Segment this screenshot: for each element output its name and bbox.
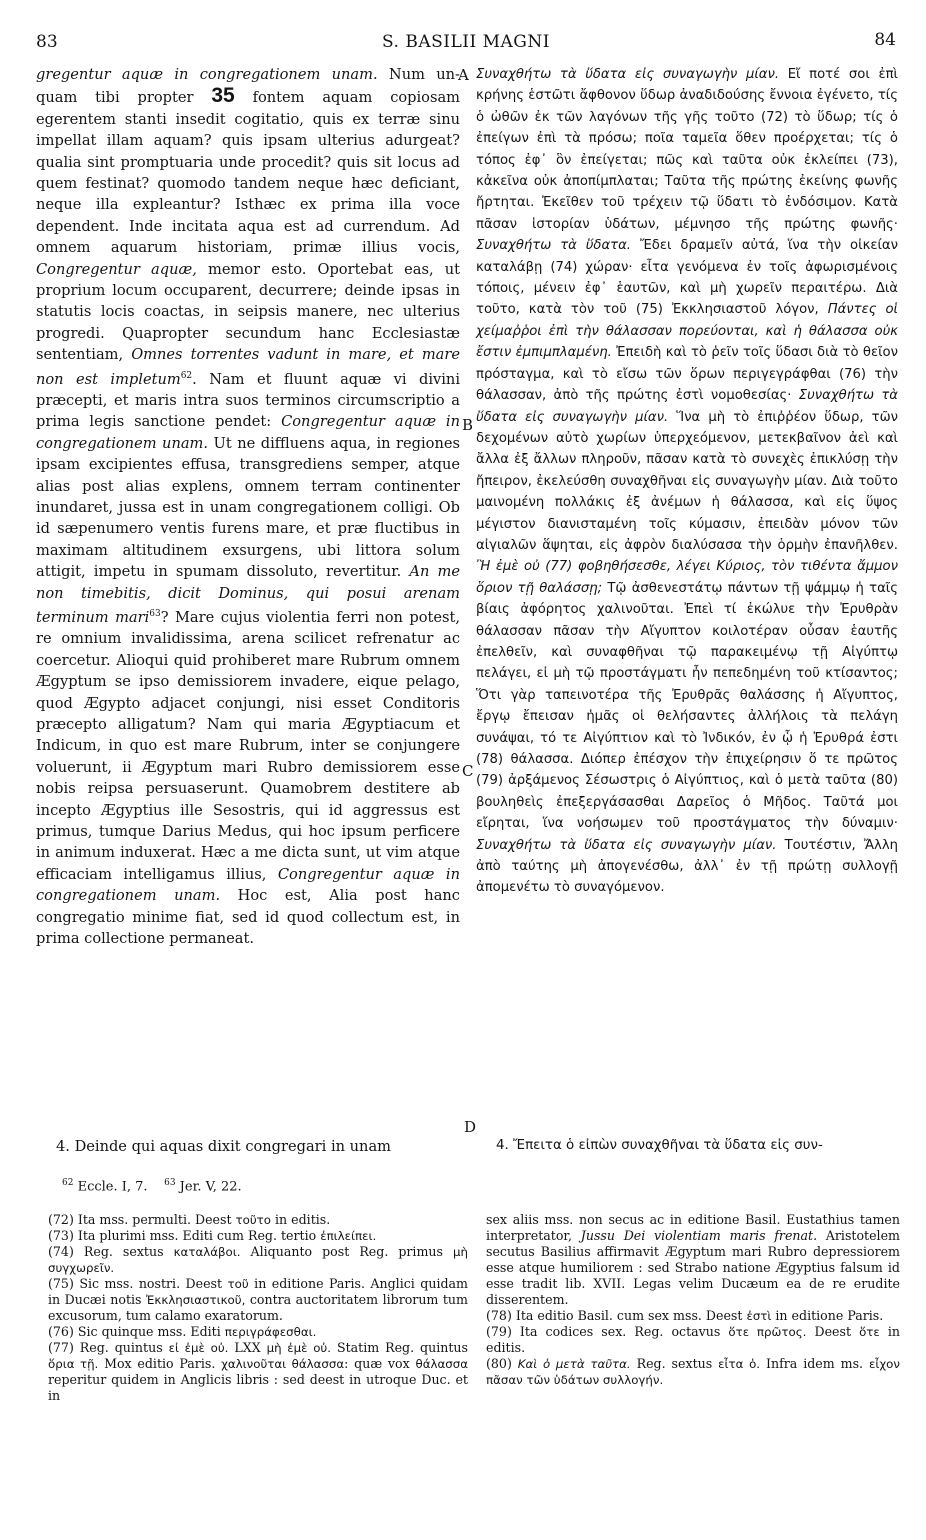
page-header <box>36 32 896 58</box>
greek-text: Ἔδει δραμεῖν αὐτά, ἵνα τὴν οἰκείαν καταλάβῃ (74) χώραν· εἶτα γενόμενα ἐν τοῖς ἀφωρισμένοις τόποις, μένειν ἐφ᾽ ἑαυτῶν, καὶ μὴ χωρεῖν περαιτέρω. Διὰ τοῦτο, κατὰ τὸν τοῦ (75) Ἐκκλησιαστοῦ λόγον, <box>476 238 898 318</box>
greek-quote: Συναχθήτω τὰ ὕδατα εἰς συναγωγὴν μίαν. <box>476 67 780 82</box>
latin-quote: Congregentur aquæ in congregationem unam. <box>36 413 460 452</box>
footnote-ref: 62 <box>180 370 193 381</box>
latin-text: Hoc est, Alia post hanc congregatio minime fiat, sed id quod collectum est, in prima collectione permaneat. <box>36 887 460 947</box>
latin-text: ? Mare cujus violentia ferri non potest, re omnium invalidissima, arena scilicet refrenatur ac coercetur. Alioqui quid prohiberet mare Rubrum omnem Ægyptum se ipso demissiorem invadere, eique pelago, quod Ægypto adjacet conjungi, nisi esset Conditoris præcepto alligatum? Nam qui maria Ægyptiacum et Indicum, in quo est mare Rubrum, inter se conjungere voluerunt, ii Ægyptum mari Rubro demissiorem esse nobis reipsa persuaserunt. Quamobrem destitere ab incepto Ægyptius ille Sesostris, qui id aggressus est primus, tumque Darius Medus, qui hoc ipsum perficere in animum induxerat. Hæc a me dicta sunt, ut vim atque efficaciam intelligamus illius, <box>36 608 460 883</box>
margin-letter-b: B <box>462 416 474 434</box>
section-marker: 35 <box>211 84 235 108</box>
latin-text: memor esto. Oportebat eas, ut proprium locum occuparent, decurrere; deinde ipsas in statutis locis coactas, in seipsis manere, nec ulterius progredi. Quapropter secundum hanc Ecclesiastæ sententiam, <box>36 260 460 364</box>
page-number-left: 83 <box>36 32 58 52</box>
section-4-greek: 4. Ἔπειτα ὁ εἰπὼν συναχθῆναι τὰ ὕδατα εἰς συν- <box>496 1138 823 1153</box>
note-73: (73) Ita plurimi mss. Editi cum Reg. tertio ἐπιλείπει. <box>48 1228 377 1243</box>
greek-paragraph <box>476 64 898 899</box>
note-79: (79) Ita codices sex. Reg. octavus ὅτε πρῶτος. Deest ὅτε in editis. <box>486 1324 900 1355</box>
page-number-right: 84 <box>874 30 896 50</box>
footnote-number: 63 <box>164 1178 176 1188</box>
greek-quote: Συναχθήτω τὰ ὕδατα. <box>476 238 631 254</box>
note-77: (77) Reg. quintus εἰ ἐμὲ οὐ. LXX μὴ ἐμὲ οὐ. Statim Reg. quintus ὅρια τῇ. Mox editio Paris. χαλινοῦται θάλασσα: quæ vox θάλασσα reperitur quidem in Anglicis libris : sed deest in utroque Duc. et in <box>48 1340 468 1403</box>
scripture-reference: Eccle. I, 7. <box>73 1179 148 1195</box>
note-72: (72) Ita mss. permulti. Deest τοῦτο in editis. <box>48 1212 331 1227</box>
latin-text: Ut ne diffluens aqua, in regiones ipsam excipientes effusa, transgrediens semper, atque alias post alias explens, omnem terram continenter inundaret, jussa est in unam congregationem colligi. Ob id sæpenumero ventis furens mare, et præ fluctibus in maximam altitudinem exsurgens, ubi littora solum attigit, impetu in spumam dissoluto, revertitur. <box>36 434 460 581</box>
greek-quote: Ἢ ἐμὲ οὐ (77) φοβηθήσεσθε, λέγει Κύριος, τὸν τιθέντα ἄμμον ὅριον τῇ θαλάσσῃ; <box>476 559 898 596</box>
greek-quote: Συναχθήτω τὰ ὕδατα εἰς συναγωγὴν μίαν. <box>476 837 777 853</box>
latin-quote: Congregentur aquæ, <box>36 260 197 278</box>
greek-text: Εἴ ποτέ σοι ἐπὶ κρήνης ἑστῶτι ἄφθονον ὕδωρ ἀναδιδούσης ἔννοια ἐγένετο, τίς ὁ ὠθῶν ἐκ τῶν λαγόνων τῆς γῆς τοῦτο (72) τὸ ὕδωρ; τίς ὁ ἐπείγων ἐπὶ τὰ πρόσω; ποῖα ταμεῖα ὅθεν προέρχεται; τίς ὁ τόπος ἐφ᾽ ὃν ἐπείγεται; πῶς καὶ ταῦτα οὐκ ἐκλείπει (73), κἀκεῖνα οὐκ ἀποπίμπλαται; Ταῦτα τῆς πρώτης ἐκείνης φωνῆς ἤρτηται. Ἐκεῖθεν τοῦ τρέχειν τῷ ὕδατι τὸ ἐνδόσιμον. Κατὰ πᾶσαν ἱστορίαν ὑδάτων, μέμνησο τῆς πρώτης φωνῆς· <box>476 67 898 232</box>
greek-text: Ἐπειδὴ καὶ τὸ ῥεῖν τοῖς ὕδασι διὰ τὸ θεῖον πρόσταγμα, καὶ τὸ εἴσω τῶν ὅρων περιγεγράφθαι (76) τὴν θάλασσαν, ἀπὸ τῆς πρώτης ἐστὶ νομοθεσίας· <box>476 345 898 404</box>
section-4-latin: 4. Deinde qui aquas dixit congregari in unam <box>56 1138 391 1155</box>
footnote-ref: 63 <box>149 609 161 620</box>
running-title: S. BASILII MAGNI <box>382 32 550 52</box>
latin-quote: gregentur aquæ in congregationem unam. <box>36 66 378 83</box>
greek-column <box>476 64 898 899</box>
greek-text: Ἵνα μὴ τὸ ἐπιῤῥέον ὕδωρ, τῶν δεχομένων αὐτὸ χωρίων ὑπερχεόμενον, μετεκβαῖνον ἀεὶ καὶ ἄλλα ἐξ ἄλλων πληροῦν, πᾶσαν κατὰ τὸ συνεχὲς ἐπικλύσῃ τὴν ἤπειρον, ἐκελεύσθη συναχθῆναι εἰς συναγωγὴν μίαν. Διὰ τοῦτο μαινομένη πολλάκις ἐξ ἀνέμων ἡ θάλασσα, καὶ εἰς ὕψος μέγιστον διανισταμένη τοῖς κύμασιν, ἐπειδὰν μόνον τῶν αἰγιαλῶν ἅψηται, εἰς ἀφρὸν διαλύσασα τὴν ὁρμὴν ἐπανῆλθεν. <box>476 409 898 553</box>
latin-text: Num un-quam tibi propter <box>36 66 460 107</box>
note-80: (80) Καὶ ὁ μετὰ ταῦτα. Reg. sextus εἶτα ὁ. Infra idem ms. εἶχον πᾶσαν τῶν ὑδάτων συλλογήν. <box>486 1356 900 1387</box>
greek-quote: Συναχθήτω τὰ ὕδατα εἰς συναγωγὴν μίαν. <box>476 388 898 425</box>
latin-paragraph <box>36 64 460 949</box>
greek-text: Τῷ ἀσθενεστάτῳ πάντων τῇ ψάμμῳ ἡ ταῖς βίαις ἀφόρητος χαλινοῦται. Ἐπεὶ τί ἐκώλυε τὴν Ἐρυθρὰν θάλασσαν πᾶσαν τὴν Αἴγυπτον κοιλοτέραν οὖσαν ἑαυτῆς ἐπελθεῖν, καὶ συναφθῆναι τῷ παρακειμένῳ τῇ Αἰγύπτῳ πελάγει, εἰ μὴ τῷ προστάγματι ἦν πεπεδημένη τοῦ κτίσαντος; Ὅτι γὰρ ταπεινοτέρα τῆς Ἐρυθρᾶς θαλάσσης ἡ Αἴγυπτος, ἔργῳ ἔπεισαν ἡμᾶς οἱ θελήσαντες ἀλλήλοις τὰ πελάγη συνάψαι, τό τε Αἰγύπτιον καὶ τὸ Ἰνδικόν, ἐν ᾧ ἡ Ἐρυθρά ἐστι (78) θάλασσα. Διόπερ ἐπέσχον τὴν ἐπιχείρησιν ὅ τε πρῶτος (79) ἀρξάμενος Σέσωστρις ὁ Αἰγύπτιος, καὶ ὁ μετὰ ταῦτα (80) βουληθεὶς ἐπεξεργάσασθαι Δαρεῖος ὁ Μῆδος. Ταῦτά μοι εἴρηται, ἵνα νοήσωμεν τοῦ προστάγματος τὴν δύναμιν· <box>476 580 898 832</box>
note-75: (75) Sic mss. nostri. Deest τοῦ in editione Paris. Anglici quidam in Ducæi notis Ἐκκλησιαστικοῦ, contra auctoritatem librorum tum excusorum, tum calamo exaratorum. <box>48 1276 468 1323</box>
critical-notes-right <box>486 1212 900 1388</box>
greek-text: Τουτέστιν, Ἄλλη ἀπὸ ταύτης μὴ ἀπογενέσθω, ἀλλ᾽ ἐν τῇ πρώτῃ συλλογῇ ἀπομενέτω τὸ συναγόμενον. <box>476 837 898 896</box>
margin-letter-c: C <box>462 762 474 780</box>
note-78: (78) Ita editio Basil. cum sex mss. Deest ἐστὶ in editione Paris. <box>486 1308 884 1323</box>
margin-letter-d: D <box>464 1118 477 1136</box>
latin-quote: An me non timebitis, dicit Dominus, qui posui arenam terminum mari <box>36 563 460 626</box>
margin-letter-a: A <box>458 66 469 84</box>
note-74: (74) Reg. sextus καταλάβοι. Aliquanto post Reg. primus μὴ συγχωρεῖν. <box>48 1244 468 1275</box>
latin-quote: Omnes torrentes vadunt in mare, et mare non est impletum <box>36 346 460 388</box>
latin-quote: Congregentur aquæ in congregationem unam. <box>36 865 460 905</box>
note-76: (76) Sic quinque mss. Editi περιγράφεσθαι. <box>48 1324 317 1339</box>
greek-quote: Πάντες οἱ χείμαῤῥοι ἐπὶ τὴν θάλασσαν πορεύονται, καὶ ἡ θάλασσα οὐκ ἔστιν ἐμπιμπλαμένη. <box>476 302 898 361</box>
critical-notes-left <box>48 1212 468 1404</box>
latin-text: . Nam et fluunt aquæ vi divini præcepti, et maris intra suos terminos circumscriptio a prima legis sanctione pendet: <box>36 370 460 431</box>
scripture-reference: Jer. V, 22. <box>175 1179 242 1195</box>
latin-text: fontem aquam copiosam egerentem stanti insedit cogitatio, quis ex terræ sinu impellat illam aquam? quis ipsam ulterius adurgeat? qualia sint promptuaria unde procedit? quis sit locus ad quem festinat? quomodo tandem neque hæc deficiant, neque illa expleantur? Isthæc ex prima illa voce dependent. Inde incitata aqua est ad currendum. Ad omnem aquarum historiam, primæ illius vocis, <box>36 89 460 257</box>
latin-column <box>36 64 460 949</box>
footnote-number: 62 <box>62 1178 74 1188</box>
note-77-continued: sex aliis mss. non secus ac in editione Basil. Eustathius tamen interpretator, Jussu Dei violentiam maris frenat. Aristotelem secutus Basilius affirmavit Ægyptum mari Rubro depressiorem esse atque humiliorem : sed Strabo natione Ægyptius falsum id esse tradit lib. XVII. Legas velim Ducæum ea de re erudite disserentem. <box>486 1212 900 1307</box>
scripture-references <box>62 1178 442 1194</box>
